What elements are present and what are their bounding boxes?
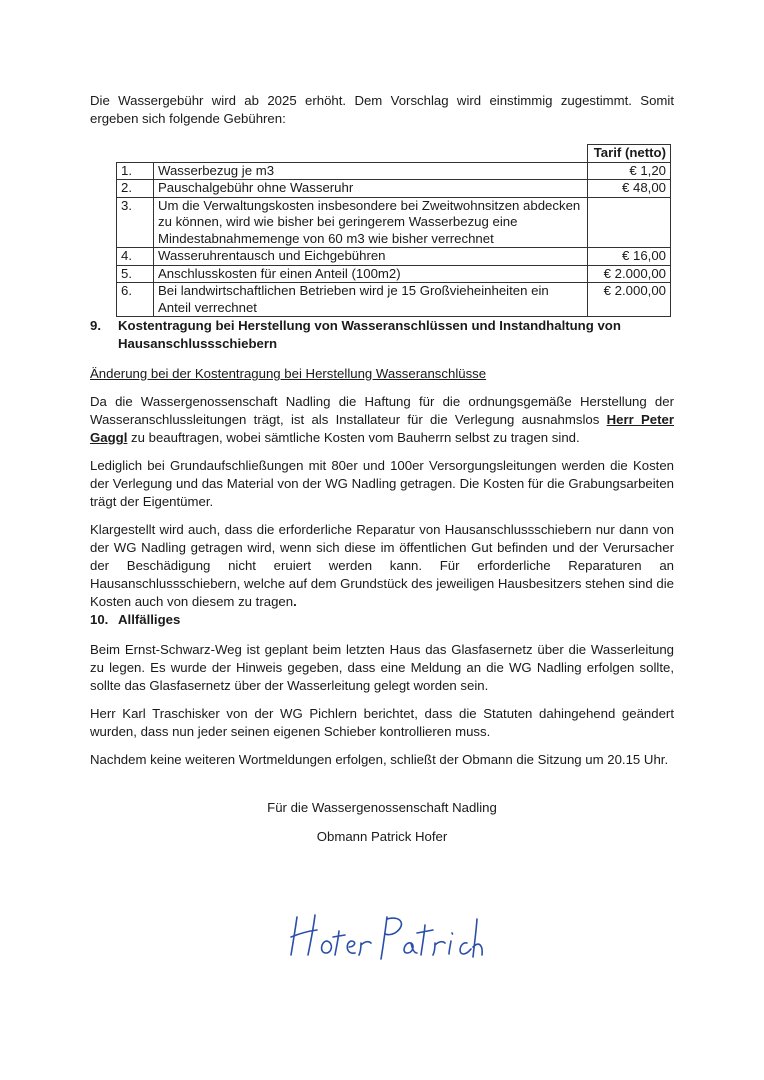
section-9-subheading: Änderung bei der Kostentragung bei Herstellung Wasseranschlüsse: [90, 366, 487, 381]
fee-row-description: Um die Verwaltungskosten insbesondere bei Zweitwohnsitzen abdecken zu können, wird wie bisher bei geringerem Wasserbezug eine Mindestabnahmemenge von 60 m3 wie bisher verrechnet: [154, 197, 588, 248]
section-10-heading: [90, 611, 674, 629]
fee-row-number: 6.: [117, 283, 154, 317]
intro-paragraph: Die Wassergebühr wird ab 2025 erhöht. Dem Vorschlag wird einstimmig zugestimmt. Somit ergeben sich folgende Gebühren:: [90, 93, 674, 126]
section-9-heading: [90, 317, 674, 353]
fee-table-header-tarif: Tarif (netto): [588, 145, 671, 163]
fee-row-number: 4.: [117, 248, 154, 266]
section-9-number: 9.: [90, 318, 101, 333]
section-9-paragraph-3: Klargestellt wird auch, dass die erforderliche Reparatur von Hausanschlussschiebern nur dann von der WG Nadling getragen wird, wenn sich diese im öffentlichen Gut befinden und der Verursacher der Beschädigung nicht eruiert werden kann. Für erforderliche Reparaturen an Hausanschlussschiebern, welche auf dem Grundstück des jeweiligen Hausbesitzers stehen sind die Kosten auch von diesem zu tragen.: [90, 522, 674, 609]
fee-row-tarif: € 2.000,00: [588, 265, 671, 283]
section-10-number: 10.: [90, 612, 109, 627]
fee-table: [116, 144, 671, 317]
signature-image: [283, 903, 483, 973]
fee-row-tarif: € 16,00: [588, 248, 671, 266]
fee-row-tarif: € 2.000,00: [588, 283, 671, 317]
fee-row-description: Bei landwirtschaftlichen Betrieben wird je 15 Großvieheinheiten ein Anteil verrechnet: [154, 283, 588, 317]
fee-table-row: [117, 162, 671, 180]
fee-row-description: Wasserbezug je m3: [154, 162, 588, 180]
fee-row-number: 1.: [117, 162, 154, 180]
fee-table-row: [117, 180, 671, 198]
document-page: [90, 92, 674, 846]
signature-role-name: Obmann Patrick Hofer: [316, 829, 448, 844]
fee-row-number: 5.: [117, 265, 154, 283]
fee-table-header-row: [117, 145, 671, 163]
fee-row-tarif: € 48,00: [588, 180, 671, 198]
fee-row-description: Wasseruhrentausch und Eichgebühren: [154, 248, 588, 266]
section-9-paragraph-1: Da die Wassergenossenschaft Nadling die Haftung für die ordnungsgemäße Herstellung der Wasseranschlussleitungen trägt, ist als Installateur für die Verlegung ausnahmslos Herr Peter Gaggl zu beauftragen, wobei sämtliche Kosten vom Bauherrn selbst zu tragen sind.: [90, 394, 675, 445]
fee-row-tarif: [588, 197, 671, 248]
signature-organization: Für die Wassergenossenschaft Nadling: [267, 800, 497, 815]
handwritten-signature: [283, 903, 483, 973]
section-9-paragraph-2: Lediglich bei Grundaufschließungen mit 80er und 100er Versorgungsleitungen werden die Kosten der Verlegung und das Material von der WG Nadling getragen. Die Kosten für die Grabungsarbeiten trägt der Eigentümer.: [90, 458, 674, 509]
fee-table-row: [117, 283, 671, 317]
signature-block: [90, 799, 674, 846]
fee-row-number: 2.: [117, 180, 154, 198]
fee-row-number: 3.: [117, 197, 154, 248]
fee-row-description: Anschlusskosten für einen Anteil (100m2): [154, 265, 588, 283]
section-10-paragraph-3: Nachdem keine weiteren Wortmeldungen erfolgen, schließt der Obmann die Sitzung um 20.15 Uhr.: [90, 752, 669, 767]
section-10-paragraph-1: Beim Ernst-Schwarz-Weg ist geplant beim letzten Haus das Glasfasernetz über die Wasserleitung zu legen. Es wurde der Hinweis gegeben, dass eine Meldung an die WG Nadling erfolgen sollte, sollte das Glasfasernetz über der Wasserleitung gelegt worden sein.: [90, 642, 674, 693]
fee-row-description: Pauschalgebühr ohne Wasseruhr: [154, 180, 588, 198]
section-10-paragraph-2: Herr Karl Traschisker von der WG Pichlern berichtet, dass die Statuten dahingehend geändert wurden, dass nun jeder seinen eigenen Schieber kontrollieren muss.: [90, 706, 674, 739]
fee-table-row: [117, 248, 671, 266]
fee-table-row: [117, 197, 671, 248]
fee-table-row: [117, 265, 671, 283]
fee-row-tarif: € 1,20: [588, 162, 671, 180]
section-10-title: Allfälliges: [118, 612, 181, 627]
section-9-title: Kostentragung bei Herstellung von Wasseranschlüssen und Instandhaltung von Hausanschlussschiebern: [118, 318, 621, 351]
installer-name: Herr Peter Gaggl: [90, 412, 675, 445]
